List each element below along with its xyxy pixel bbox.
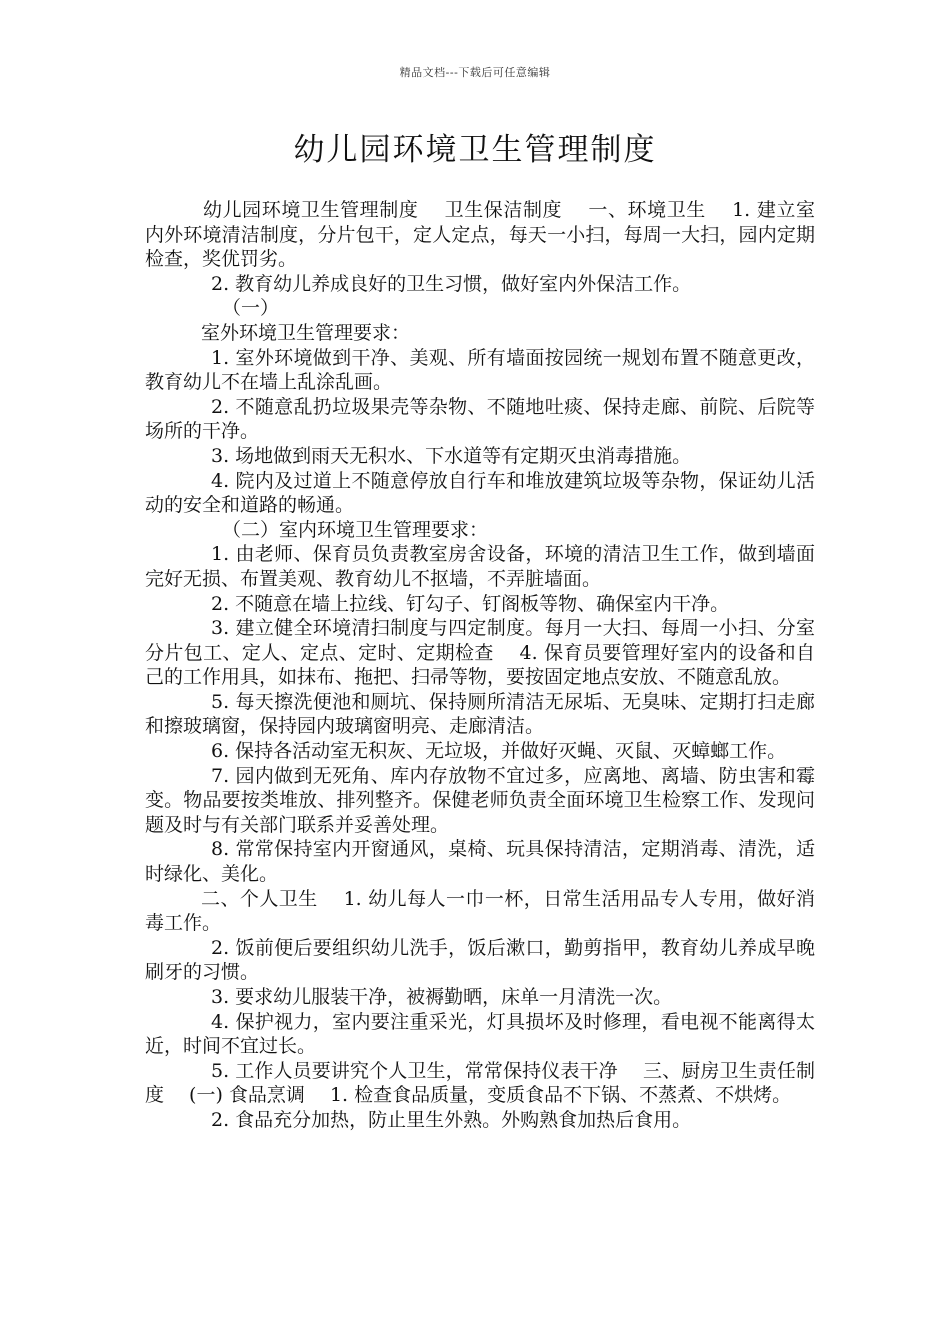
- paragraph: 5. 每天擦洗便池和厕坑、保持厕所清洁无尿垢、无臭味、定期打扫走廊和擦玻璃窗，保持园内玻璃窗明亮、走廊清洁。: [145, 690, 815, 738]
- paragraph: 3. 建立健全环境清扫制度与四定制度。每月一大扫、每周一小扫、分室分片包工、定人、定点、定时、定期检查 4. 保育员要管理好室内的设备和自己的工作用具，如抹布、拖把、扫帚等物，要按固定地点安放、不随意乱放。: [145, 617, 815, 689]
- paragraph: 2. 食品充分加热，防止里生外熟。外购熟食加热后食用。: [211, 1108, 692, 1131]
- document-title: 幼儿园环境卫生管理制度: [293, 132, 657, 168]
- section-heading: 室外环境卫生管理要求：: [201, 321, 411, 344]
- paragraph: 2. 饭前便后要组织幼儿洗手，饭后漱口，勤剪指甲，教育幼儿养成早晚刷牙的习惯。: [145, 936, 815, 984]
- paragraph: 4. 院内及过道上不随意停放自行车和堆放建筑垃圾等杂物，保证幼儿活动的安全和道路的畅通。: [145, 469, 815, 517]
- paragraph: 1. 由老师、保育员负责教室房舍设备，环境的清洁卫生工作，做到墙面完好无损、布置美观、教育幼儿不抠墙，不弄脏墙面。: [145, 543, 815, 590]
- document-body: [145, 198, 815, 1133]
- paragraph: 8. 常常保持室内开窗通风，桌椅、玩具保持清洁，定期消毒、清洗，适时绿化、美化。: [145, 838, 815, 886]
- paragraph: 6. 保持各活动室无积灰、无垃圾，并做好灭蝇、灭鼠、灭蟑螂工作。: [211, 740, 787, 763]
- header-note: 精品文档---下载后可任意编辑: [399, 66, 551, 79]
- section-heading: 二、个人卫生 1. 幼儿每人一巾一杯，日常生活用品专人专用，做好消毒工作。: [145, 887, 815, 935]
- paragraph: 1. 室外环境做到干净、美观、所有墙面按园统一规划布置不随意更改，教育幼儿不在墙上乱涂乱画。: [145, 346, 815, 394]
- paragraph: 2. 不随意在墙上拉线、钉勾子、钉阁板等物、确保室内干净。: [211, 592, 730, 615]
- paragraph-intro: 幼儿园环境卫生管理制度 卫生保洁制度 一、环境卫生 1. 建立室内外环境清洁制度，分片包干，定人定点，每天一小扫，每周一大扫，园内定期检查，奖优罚劣。: [145, 199, 815, 271]
- paragraph: 2. 教育幼儿养成良好的卫生习惯，做好室内外保洁工作。: [211, 272, 692, 295]
- paragraph: 7. 园内做到无死角、库内存放物不宜过多，应离地、离墙、防虫害和霉变。物品要按类堆放、排列整齐。保健老师负责全面环境卫生检察工作、发现问题及时与有关部门联系并妥善处理。: [145, 764, 815, 836]
- section-heading: （二）室内环境卫生管理要求：: [222, 518, 489, 541]
- paragraph: 5. 工作人员要讲究个人卫生，常常保持仪表干净 三、厨房卫生责任制度 (一) 食品烹调 1. 检查食品质量，变质食品不下锅、不蒸煮、不烘烤。: [145, 1059, 815, 1107]
- paragraph: 2. 不随意乱扔垃圾果壳等杂物、不随地吐痰、保持走廊、前院、后院等场所的干净。: [145, 395, 815, 443]
- paragraph: 3. 场地做到雨天无积水、下水道等有定期灭虫消毒措施。: [211, 444, 692, 467]
- paragraph: 3. 要求幼儿服装干净，被褥勤晒，床单一月清洗一次。: [211, 986, 673, 1008]
- section-heading: （一）: [222, 297, 280, 320]
- paragraph: 4. 保护视力，室内要注重采光，灯具损坏及时修理，看电视不能离得太近，时间不宜过长。: [145, 1010, 815, 1058]
